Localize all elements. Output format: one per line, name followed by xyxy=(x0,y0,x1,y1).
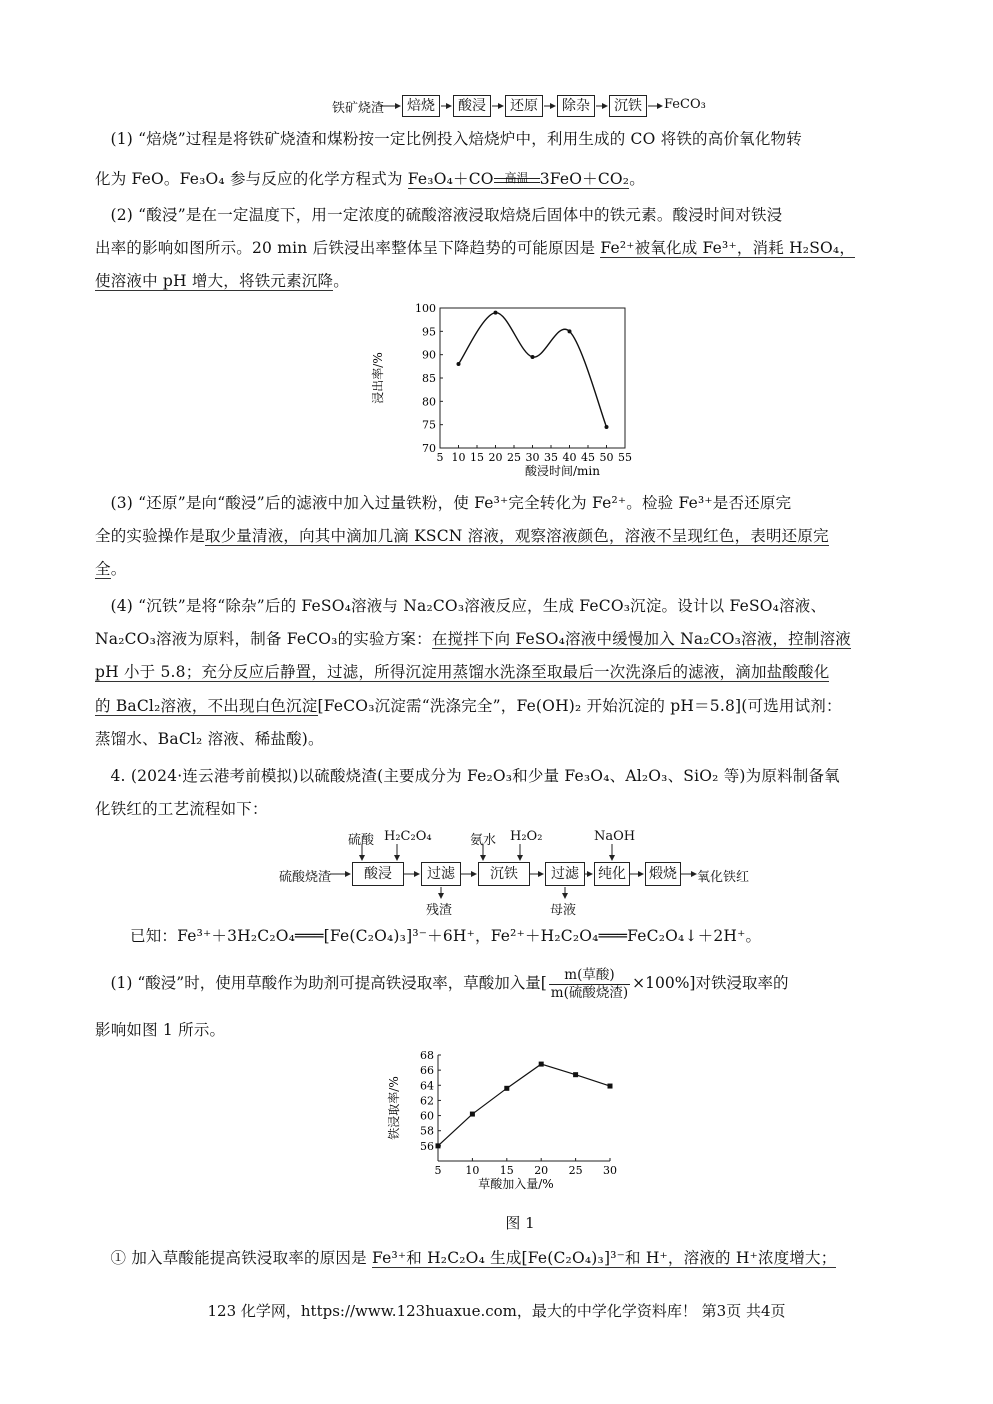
q2-line2: 出率的影响如图所示。20 min 后铁浸出率整体呈下降趋势的可能原因是 Fe²⁺被氧化成 Fe³⁺，消耗 H₂SO₄， xyxy=(95,239,856,257)
flow2-step-2: 过滤 xyxy=(421,862,461,886)
q1-line2: 化为 FeO。Fe₃O₄ 参与反应的化学方程式为 Fe₃O₄＋CO 高温 3FeO＋CO₂。 xyxy=(95,163,903,196)
y-tick-label: 90 xyxy=(422,348,436,362)
q4-line4: 的 BaCl₂溶液，不出现白色沉淀[FeCO₃沉淀需“洗涤完全”，Fe(OH)₂ 开始沉淀的 pH＝5.8](可选用试剂： xyxy=(95,697,842,715)
flow1-step-4: 除杂 xyxy=(557,95,595,117)
x-tick-label: 55 xyxy=(618,451,632,464)
q1-answer: Fe₃O₄＋CO 高温 3FeO＋CO₂ xyxy=(408,170,629,189)
y-tick-label: 58 xyxy=(420,1124,434,1138)
flow1-step-1: 焙烧 xyxy=(402,95,440,117)
data-point xyxy=(568,329,572,333)
x-tick-label: 20 xyxy=(488,451,503,464)
y-tick-label: 70 xyxy=(422,442,436,455)
x-tick-label: 30 xyxy=(603,1164,617,1177)
q3-line3: 全。 xyxy=(95,560,127,578)
q1-condition: 高温 xyxy=(504,170,529,185)
y-tick-label: 85 xyxy=(422,372,436,385)
flow2-step-6: 煅烧 xyxy=(645,862,681,886)
data-point xyxy=(470,1112,475,1117)
data-point xyxy=(573,1072,578,1077)
data-point xyxy=(494,311,498,315)
x-tick-label: 10 xyxy=(465,1164,480,1177)
q2-line3: 使溶液中 pH 增大，将铁元素沉降。 xyxy=(95,272,349,290)
flow2-input-4: H₂O₂ xyxy=(510,829,543,844)
flow2-output-1: 残渣 xyxy=(426,903,453,918)
y-tick-label: 68 xyxy=(420,1049,434,1062)
series-line xyxy=(438,1064,610,1146)
q4-answer-b: pH 小于 5.8；充分反应后静置，过滤，所得沉淀用蒸馏水洗涤至取最后一次洗涤后的滤液，滴加盐酸酸化 xyxy=(95,663,830,681)
q3-line2: 全的实验操作是取少量清液，向其中滴加几滴 KSCN 溶液，观察溶液颜色，溶液不呈现红色，表明还原完 xyxy=(95,527,829,545)
flow1-step-2: 酸浸 xyxy=(453,95,491,117)
flow1-arrows xyxy=(380,100,670,114)
x-tick-label: 25 xyxy=(568,1164,583,1177)
q1-line1: (1) “焙烧”过程是将铁矿烧渣和煤粉按一定比例投入焙烧炉中，利用生成的 CO 将铁的高价氧化物转 xyxy=(110,130,802,148)
x-tick-label: 5 xyxy=(434,1164,442,1177)
figure-caption: 图 1 xyxy=(505,1214,535,1232)
data-point xyxy=(504,1086,509,1091)
q3-line1: (3) “还原”是向“酸浸”后的滤液中加入过量铁粉，使 Fe³⁺完全转化为 Fe²⁺。检验 Fe³⁺是否还原完 xyxy=(110,494,792,512)
flow1-step-5: 沉铁 xyxy=(609,95,647,117)
q6-line: ① 加入草酸能提高铁浸取率的原因是 Fe³⁺和 H₂C₂O₄ 生成[Fe(C₂O₄)₃]³⁻和 H⁺，溶液的 H⁺浓度增大； xyxy=(110,1249,837,1267)
p4-line2: 化铁红的工艺流程如下： xyxy=(95,800,268,818)
y-tick-label: 56 xyxy=(420,1139,434,1153)
flow2-output-2: 母液 xyxy=(550,903,577,918)
y-tick-label: 75 xyxy=(422,418,436,432)
x-tick-label: 30 xyxy=(525,451,540,464)
q2-line1: (2) “酸浸”是在一定温度下，用一定浓度的硫酸溶液浸取焙烧后固体中的铁元素。酸浸时间对铁浸 xyxy=(110,206,783,224)
flow2-input-5: NaOH xyxy=(594,829,636,844)
flow2-end: 氧化铁红 xyxy=(697,870,750,885)
flow2-input-3: 氨水 xyxy=(470,833,497,848)
flow2-arrows xyxy=(330,842,700,902)
y-tick-label: 100 xyxy=(415,302,436,315)
flow1-step-3: 还原 xyxy=(505,95,543,117)
y-axis-label: 铁浸取率/% xyxy=(387,1076,401,1140)
flow2-input-2: H₂C₂O₄ xyxy=(384,829,432,844)
q5-fraction: m(草酸) m(硫酸烧渣) xyxy=(550,966,629,1001)
data-point xyxy=(457,362,461,366)
x-tick-label: 45 xyxy=(581,451,595,464)
flow2-step-5: 纯化 xyxy=(594,862,630,886)
x-tick-label: 40 xyxy=(562,451,577,464)
q4-line5: 蒸馏水、BaCl₂ 溶液、稀盐酸)。 xyxy=(95,730,324,748)
y-tick-label: 80 xyxy=(422,395,436,409)
x-tick-label: 5 xyxy=(436,451,444,464)
data-point xyxy=(539,1062,544,1067)
flow2-step-3: 沉铁 xyxy=(478,862,530,886)
chart-oxalic-acid xyxy=(380,1045,630,1205)
chart-leaching-time xyxy=(360,300,650,482)
flow1-start: 铁矿烧渣 xyxy=(332,101,385,116)
known-equations: 已知：Fe³⁺＋3H₂C₂O₄═══[Fe(C₂O₄)₃]³⁻＋6H⁺，Fe²⁺＋H₂C₂O₄═══FeC₂O₄↓＋2H⁺。 xyxy=(130,927,762,945)
x-axis-label: 草酸加入量/% xyxy=(478,1177,554,1191)
y-tick-label: 66 xyxy=(420,1064,434,1078)
x-tick-label: 10 xyxy=(451,451,466,464)
y-tick-label: 64 xyxy=(420,1079,434,1093)
q4-line1: (4) “沉铁”是将“除杂”后的 FeSO₄溶液与 Na₂CO₃溶液反应，生成 FeCO₃沉淀。设计以 FeSO₄溶液、 xyxy=(110,597,827,615)
q3-answer-a: 取少量清液，向其中滴加几滴 KSCN 溶液，观察溶液颜色，溶液不呈现红色，表明还原完 xyxy=(204,527,829,545)
q5-line1: (1) “酸浸”时，使用草酸作为助剂可提高铁浸取率，草酸加入量[ m(草酸) m(硫酸烧渣) ×100%]对铁浸取率的 xyxy=(110,966,789,1001)
flow2-input-1: 硫酸 xyxy=(348,833,375,848)
q3-answer-b: 全 xyxy=(95,560,111,578)
flow2-start: 硫酸烧渣 xyxy=(279,870,332,885)
q2-answer-a: Fe²⁺被氧化成 Fe³⁺，消耗 H₂SO₄， xyxy=(600,239,856,257)
q4-line2: Na₂CO₃溶液为原料，制备 FeCO₃的实验方案：在搅拌下向 FeSO₄溶液中缓慢加入 Na₂CO₃溶液，控制溶液 xyxy=(95,630,851,648)
x-tick-label: 35 xyxy=(544,451,558,464)
plot-frame xyxy=(440,308,625,448)
flow2-step-1: 酸浸 xyxy=(352,862,404,886)
q4-line3 xyxy=(95,656,903,689)
y-axis-label: 浸出率/% xyxy=(371,352,385,404)
x-tick-label: 20 xyxy=(534,1164,549,1177)
x-tick-label: 50 xyxy=(599,451,614,464)
x-tick-label: 15 xyxy=(499,1164,514,1177)
q5-line2: 影响如图 1 所示。 xyxy=(95,1021,226,1039)
q6-answer: Fe³⁺和 H₂C₂O₄ 生成[Fe(C₂O₄)₃]³⁻和 H⁺，溶液的 H⁺浓度增大； xyxy=(371,1249,837,1267)
flow1-end: FeCO₃ xyxy=(664,97,706,112)
x-axis-label: 酸浸时间/min xyxy=(525,464,600,478)
data-point xyxy=(605,425,609,429)
y-tick-label: 60 xyxy=(420,1109,434,1123)
q2-answer-b: 使溶液中 pH 增大，将铁元素沉降 xyxy=(95,272,334,290)
series-line xyxy=(459,313,607,427)
data-point xyxy=(436,1143,441,1148)
q4-answer-a: 在搅拌下向 FeSO₄溶液中缓慢加入 Na₂CO₃溶液，控制溶液 xyxy=(431,630,851,648)
data-point xyxy=(608,1084,613,1089)
data-point xyxy=(531,355,535,359)
x-tick-label: 25 xyxy=(507,451,521,464)
y-tick-label: 62 xyxy=(420,1094,434,1108)
y-tick-label: 95 xyxy=(422,325,436,339)
x-tick-label: 15 xyxy=(470,451,484,464)
q4-answer-c: 的 BaCl₂溶液，不出现白色沉淀 xyxy=(95,697,318,715)
flow2-step-4: 过滤 xyxy=(545,862,585,886)
p4-line1: 4. (2024·连云港考前模拟)以硫酸烧渣(主要成分为 Fe₂O₃和少量 Fe₃O₄、Al₂O₃、SiO₂ 等)为原料制备氧 xyxy=(110,767,840,785)
page-footer: 123 化学网，https://www.123huaxue.com，最大的中学化学资料库！ 第3页 共4页 xyxy=(207,1302,786,1320)
